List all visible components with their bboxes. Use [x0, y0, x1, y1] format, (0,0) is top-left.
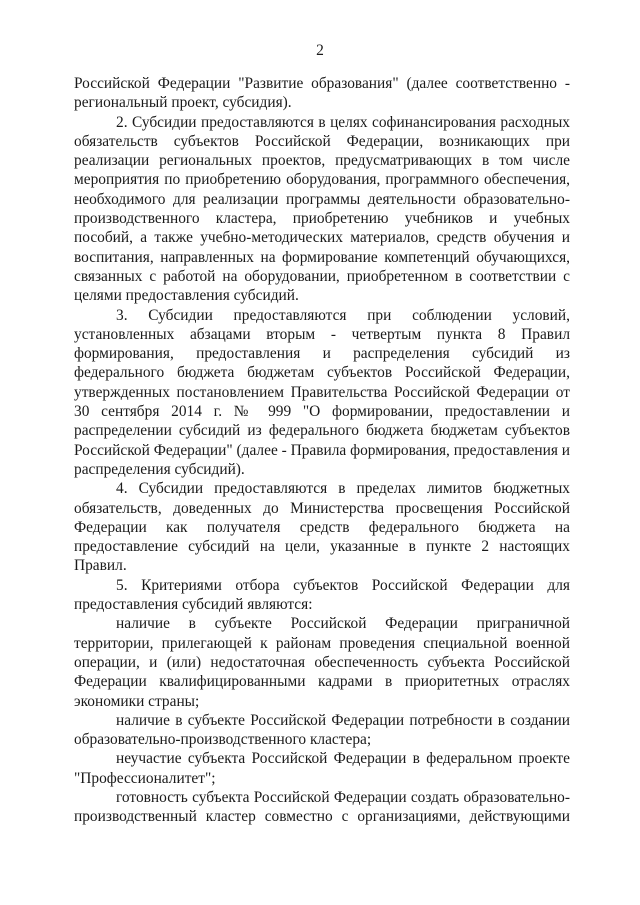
paragraph-item-4: 4. Субсидии предоставляются в пределах лимитов бюджетных обязательств, доведенных до Министерства просвещения Российской Федерации как получателя средств федерального бюджета на предоставление субсидий на цели, указанные в пункте 2 настоящих Правил. — [74, 480, 570, 575]
page-number: 2 — [316, 42, 324, 59]
criterion-cluster-need: наличие в субъекте Российской Федерации потребности в создании образовательно-производственного кластера; — [74, 711, 570, 749]
criterion-non-participation: неучастие субъекта Российской Федерации в федеральном проекте "Профессионалитет"; — [74, 750, 570, 787]
document-body — [74, 74, 570, 827]
paragraph-item-3: 3. Субсидии предоставляются при соблюдении условий, установленных абзацами вторым - четвертым пункта 8 Правил формирования, предоставления и распределения субсидий из федерального бюджета бюджетам субъектов Российской Федерации, утвержденных постановлением Правительства Российской Федерации от 30 сентября 2014 г. № 999 "О формировании, предоставлении и распределении субсидий из федерального бюджета бюджетам субъектов Российской Федерации" (далее - Правила формирования, предоставления и распределения субсидий). — [74, 306, 570, 478]
paragraph-item-2: 2. Субсидии предоставляются в целях софинансирования расходных обязательств субъектов Российской Федерации, возникающих при реализации региональных проектов, предусматривающих в том числе мероприятия по приобретению оборудования, программного обеспечения, необходимого для реализации программы деятельности образовательно-производственного кластера, приобретению учебников и учебных пособий, а также учебно-методических материалов, средств обучения и воспитания, направленных на формирование компетенций обучающихся, связанных с работой на оборудовании, приобретенном в соответствии с целями предоставления субсидий. — [74, 113, 570, 305]
paragraph-item-5: 5. Критериями отбора субъектов Российской Федерации для предоставления субсидий являются: — [74, 576, 570, 614]
paragraph-continuation: Российской Федерации "Развитие образования" (далее соответственно - региональный проект, субсидия). — [74, 75, 570, 112]
criterion-readiness: готовность субъекта Российской Федерации создать образовательно-производственный кластер совместно с организациями, действующими — [74, 788, 570, 826]
criterion-border-territory: наличие в субъекте Российской Федерации приграничной территории, прилегающей к районам проведения специальной военной операции, и (или) недостаточная обеспеченность субъекта Российской Федерации квалифицированными кадрами в приоритетных отраслях экономики страны; — [74, 615, 570, 710]
